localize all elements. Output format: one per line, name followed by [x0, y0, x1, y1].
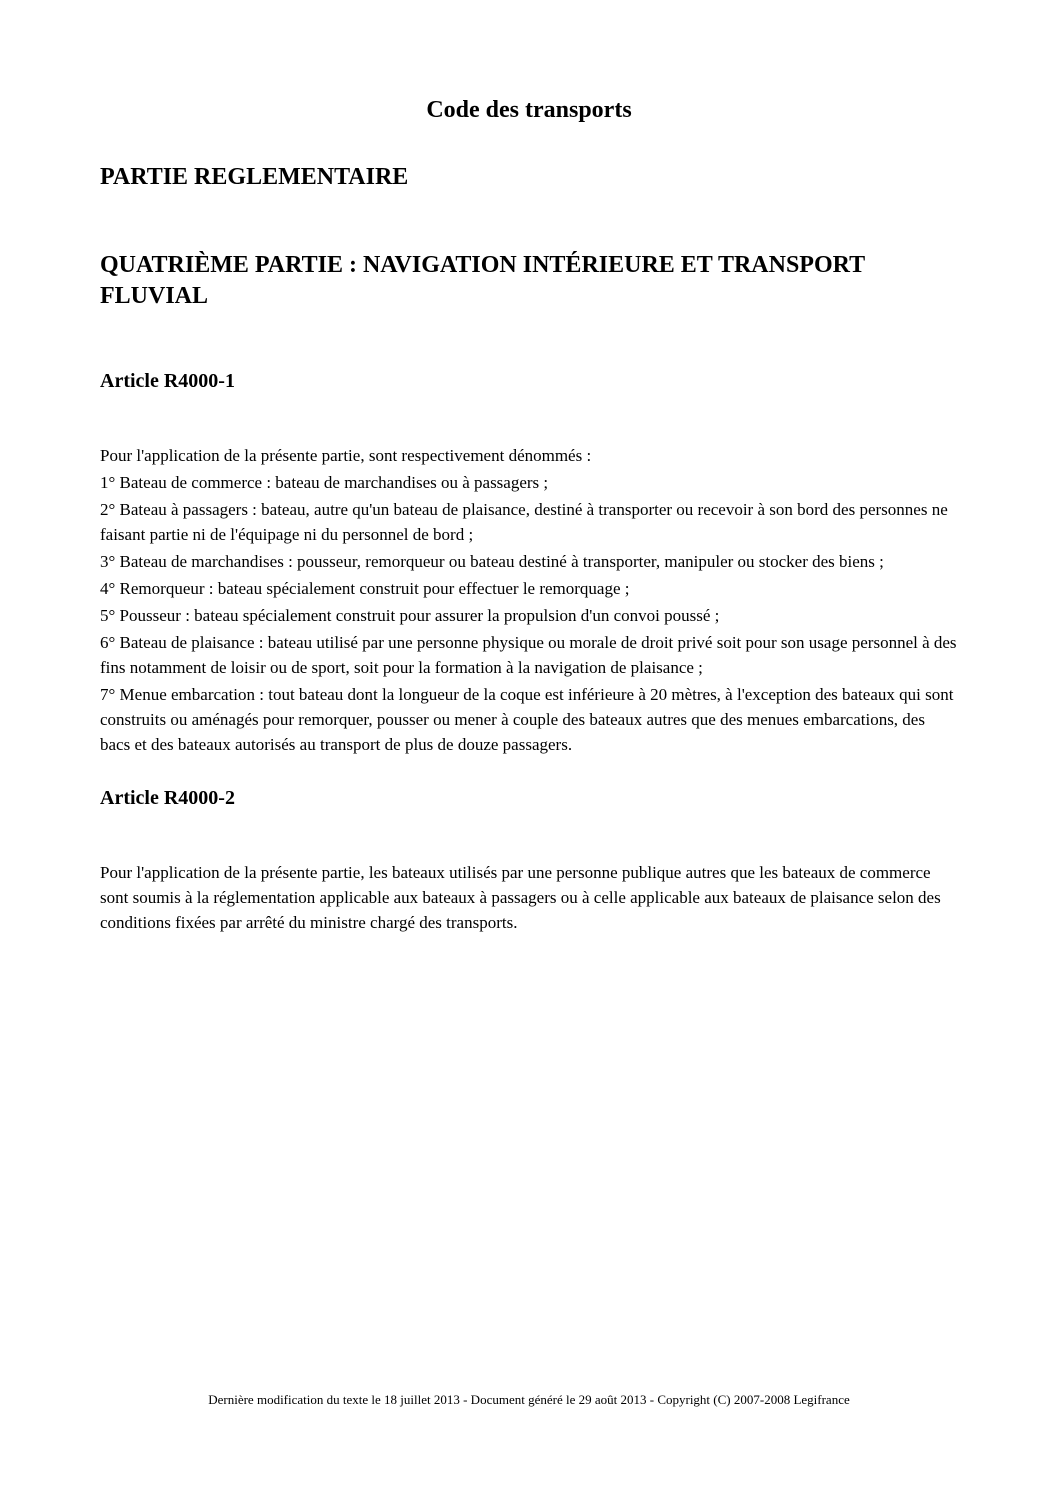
article-paragraph: Pour l'application de la présente partie, sont respectivement dénommés : — [100, 445, 592, 465]
article-paragraph: 7° Menue embarcation : tout bateau dont la longueur de la coque est inférieure à 20 mètres, à l'exception des bateaux qui sont construits ou aménagés pour remorquer, pousser ou mener à couple des bateaux autres que des menues embarcations, des bacs et des bateaux autorisés au transport de plus de douze passagers. — [100, 684, 954, 754]
article-paragraph: 3° Bateau de marchandises : pousseur, remorqueur ou bateau destiné à transporter, manipuler ou stocker des biens ; — [100, 551, 884, 571]
article-paragraph: Pour l'application de la présente partie, les bateaux utilisés par une personne publique autres que les bateaux de commerce sont soumis à la réglementation applicable aux bateaux à passagers ou à celle applicable aux bateaux de plaisance selon des conditions fixées par arrêté du ministre chargé des transports. — [100, 862, 941, 932]
document-title: Code des transports — [426, 97, 632, 123]
article-paragraph: 1° Bateau de commerce : bateau de marchandises ou à passagers ; — [100, 472, 549, 492]
article-paragraph: 4° Remorqueur : bateau spécialement construit pour effectuer le remorquage ; — [100, 578, 630, 598]
article-body-r4000-2 — [100, 860, 958, 935]
article-body-r4000-1 — [100, 443, 958, 757]
article-paragraph: 2° Bateau à passagers : bateau, autre qu'un bateau de plaisance, destiné à transporter ou recevoir à son bord des personnes ne faisant partie ni de l'équipage ni du personnel de bord ; — [100, 499, 948, 544]
article-paragraph: 5° Pousseur : bateau spécialement construit pour assurer la propulsion d'un convoi poussé ; — [100, 605, 720, 625]
article-heading-r4000-1: Article R4000-1 — [100, 369, 235, 392]
article-paragraph: 6° Bateau de plaisance : bateau utilisé par une personne physique ou morale de droit privé soit pour son usage personnel à des fins notamment de loisir ou de sport, soit pour la formation à la navigation de plaisance ; — [100, 632, 957, 677]
part-heading: PARTIE REGLEMENTAIRE — [100, 163, 409, 190]
page-footer: Dernière modification du texte le 18 juillet 2013 - Document généré le 29 août 2013 - Copyright (C) 2007-2008 Legifrance — [208, 1392, 850, 1407]
article-heading-r4000-2: Article R4000-2 — [100, 786, 235, 809]
section-heading: QUATRIÈME PARTIE : NAVIGATION INTÉRIEURE ET TRANSPORT FLUVIAL — [100, 251, 865, 309]
